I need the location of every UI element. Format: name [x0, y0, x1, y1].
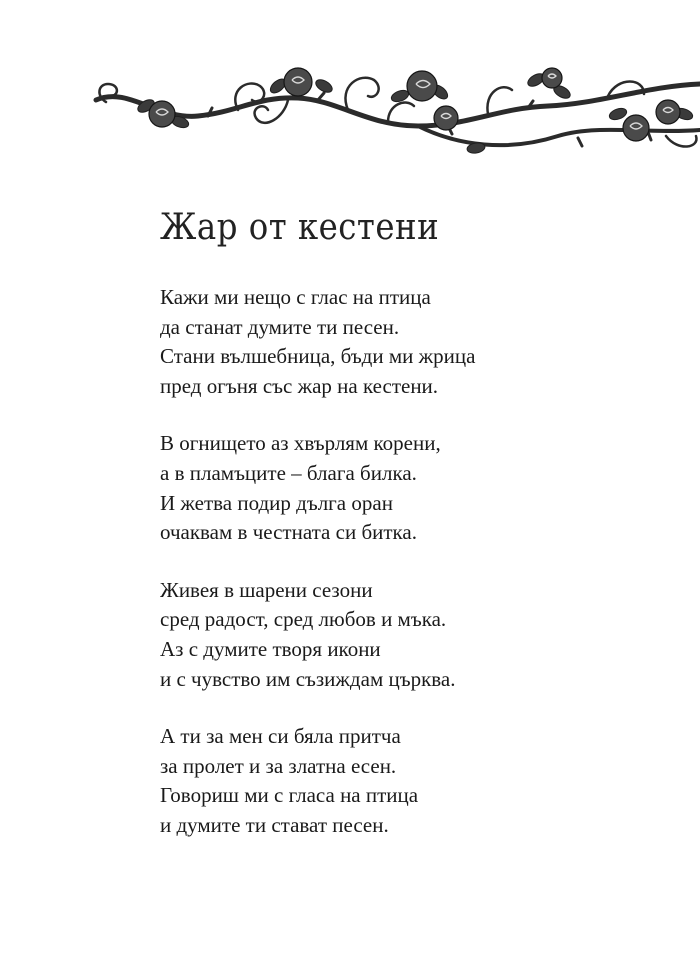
- verse-line: сред радост, сред любов и мъка.: [160, 607, 447, 632]
- stanza: [160, 722, 580, 840]
- verse-line: а в пламъците – блага билка.: [160, 460, 417, 485]
- rose-vine-ornament-icon: [88, 56, 700, 168]
- verse-line: за пролет и за златна есен.: [160, 753, 397, 778]
- stanza: [160, 429, 580, 547]
- verse-line: Говориш ми с гласа на птица: [160, 783, 419, 808]
- stanza: [160, 576, 580, 694]
- verse-line: пред огъня със жар на кестени.: [160, 373, 439, 398]
- verse-line: А ти за мен си бяла притча: [160, 724, 401, 749]
- verse-line: и с чувство им съзиждам църква.: [160, 666, 456, 691]
- verse-line: да станат думите ти песен.: [160, 314, 400, 339]
- verse-line: Аз с думите творя икони: [160, 636, 381, 661]
- verse-line: очаквам в честната си битка.: [160, 520, 417, 545]
- page-title: Жар от кестени: [160, 207, 440, 248]
- verse-line: В огнището аз хвърлям корени,: [160, 431, 441, 456]
- stanza: [160, 283, 580, 401]
- poem-body: [160, 283, 580, 869]
- verse-line: и думите ти стават песен.: [160, 812, 389, 837]
- verse-line: Кажи ми нещо с глас на птица: [160, 285, 431, 309]
- verse-line: Живея в шарени сезони: [160, 577, 373, 602]
- verse-line: Стани вълшебница, бъди ми жрица: [160, 344, 476, 369]
- verse-line: И жетва подир дълга оран: [160, 490, 393, 515]
